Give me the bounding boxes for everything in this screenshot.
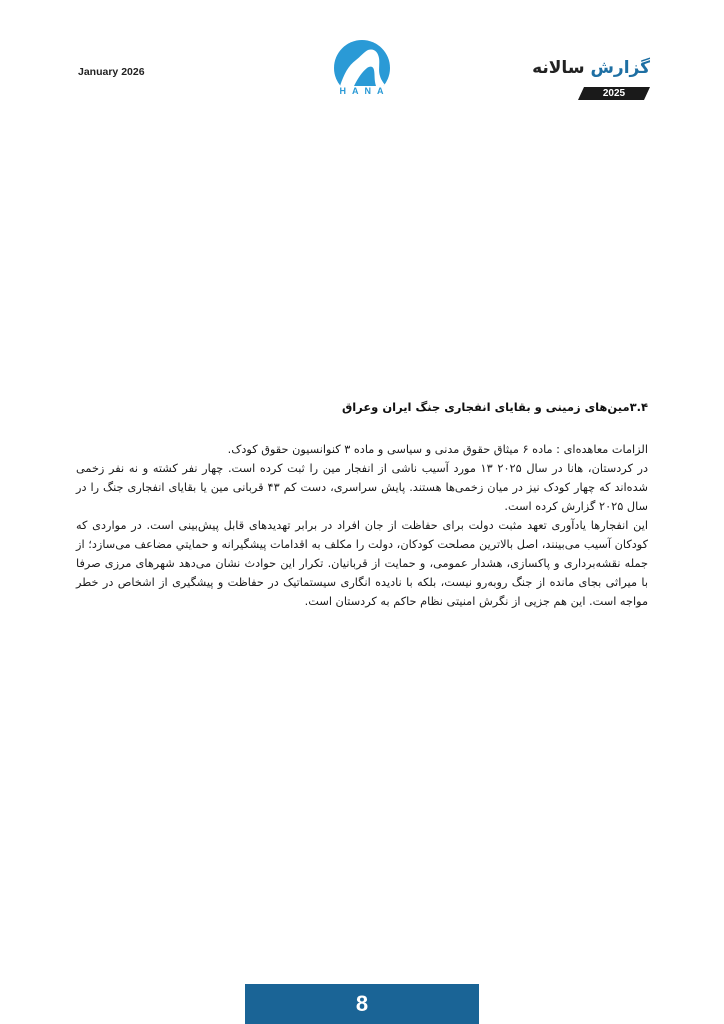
hana-logo	[332, 40, 392, 98]
logo-wordmark: HANA	[339, 86, 390, 96]
paragraph-statistics: در کردستان، هانا در سال ۲۰۲۵ ۱۳ مورد آسیب ناشی از انفجار مین را ثبت کرده است. چهار نفر کشته و نه نفر زخمی شده‌اند که چهار کودک نیز در میان زخمی‌ها هستند. پایش سراسری، دست کم ۴۳ قربانی مین یا بقایای انفجاری جنگ را در سال ۲۰۲۵ گزارش کرده است.	[76, 462, 648, 513]
report-title-word2: سالانه	[532, 58, 585, 78]
year-badge	[578, 87, 650, 100]
year-badge-label: 2025	[602, 88, 626, 99]
report-date: January 2026	[78, 66, 145, 78]
hana-logo-icon	[334, 40, 390, 86]
paragraph-treaty: الزامات معاهده‌ای : ماده ۶ میثاق حقوق مدنی و سیاسی و ماده ۳ کنوانسیون حقوق کودک.	[227, 443, 648, 456]
section-heading: ۳.۴مین‌های زمینی و بقایای انفجاری جنگ ایران وعراق	[341, 400, 648, 414]
page-number: 8	[355, 991, 369, 1016]
report-title-word1: گزارش	[590, 58, 650, 78]
report-title	[532, 58, 650, 78]
page-number-bar	[245, 984, 479, 1024]
paragraph-analysis: این انفجارها یادآوری تعهد مثبت دولت برای حفاظت از جان افراد در برابر تهدیدهای قابل پیش‌بینی است. در مواردی که کودکان آسیب می‌بینند، اصل بالاترین مصلحت کودکان، دولت را مکلف به اقدامات پیشگیرانه و حمایتي مضاعف می‌سازد؛ از جمله نقشه‌برداری و پاکسازی، هشدار عمومی، و حمایت از قربانیان. تکرار این حوادث نشان می‌دهد شهرهای مرزی صرفا با میراثی بجای مانده از جنگ روبه‌رو نیست، بلکه با نادیده انگاری سیستماتیک در حفاظت و پیشگیری از اشخاص در خطر مواجه است. این هم جزیی از نگرش امنیتی نظام حاکم به کردستان است.	[76, 519, 648, 608]
body-text	[76, 440, 648, 611]
